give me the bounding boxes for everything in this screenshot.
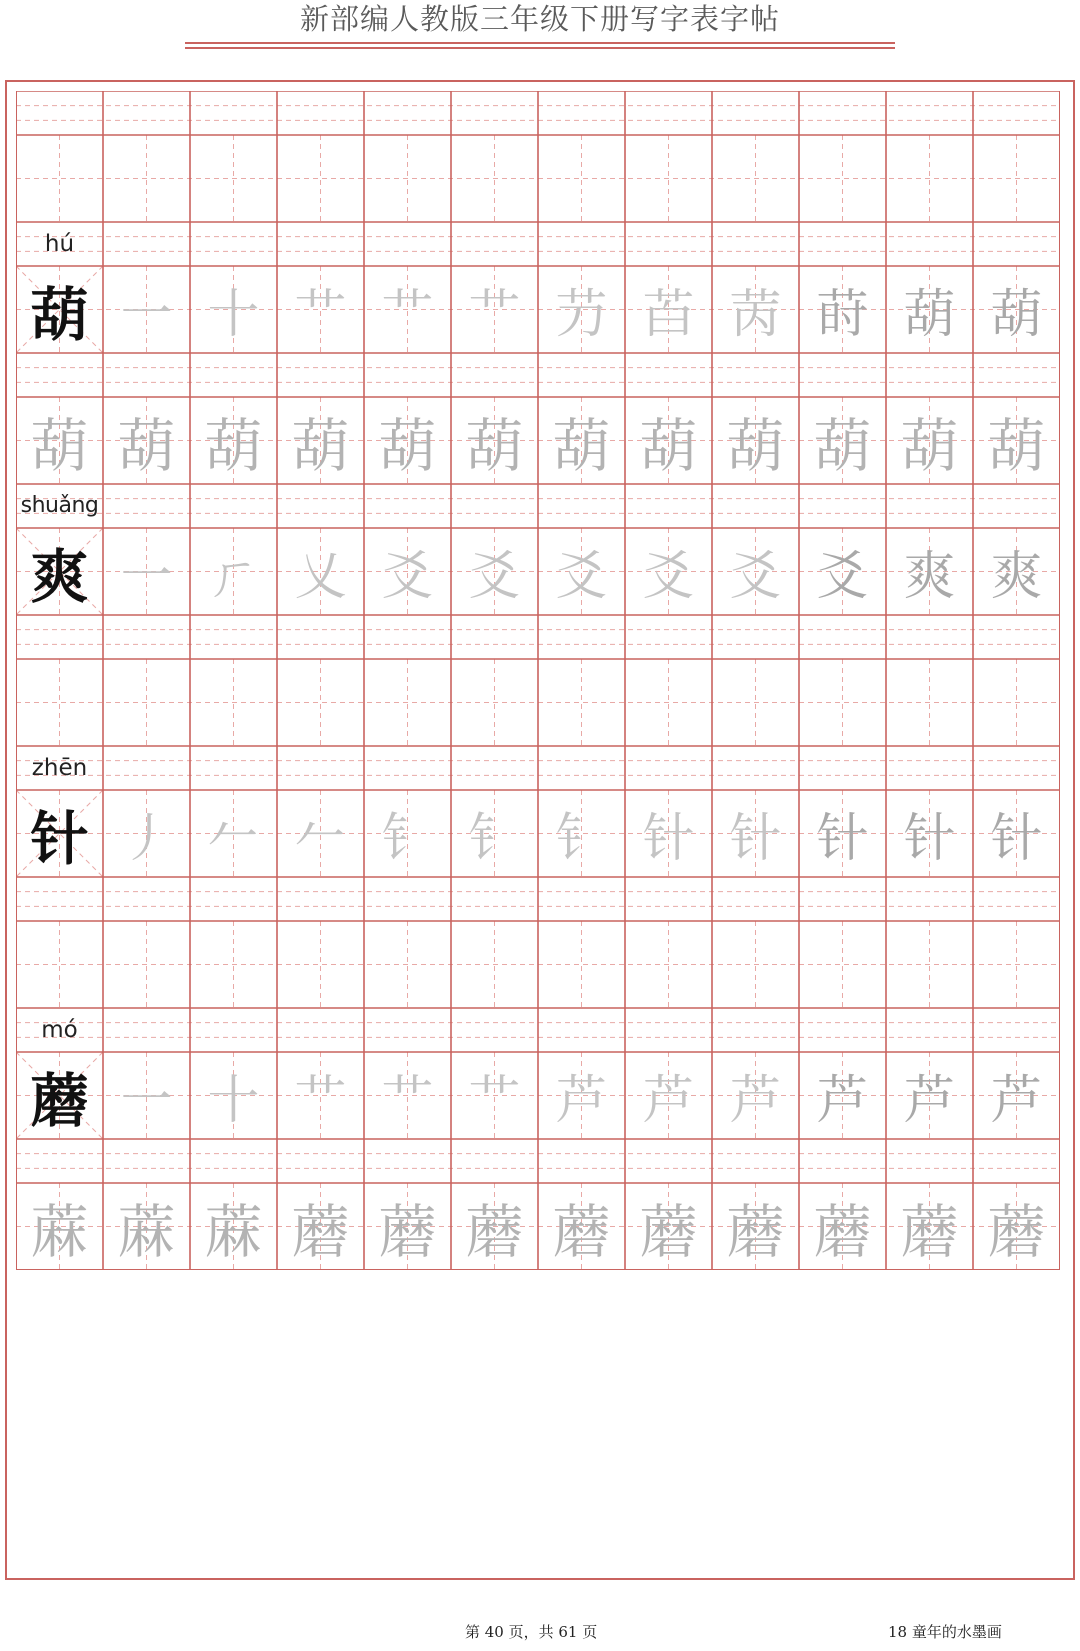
- trace-character: 葫: [552, 411, 611, 480]
- stroke-order-step: 爻: [816, 547, 869, 607]
- stroke-order-step: ㄏ: [207, 547, 260, 607]
- stroke-order-step: 乂: [294, 547, 347, 607]
- trace-character: 葫: [987, 411, 1046, 480]
- stroke-order-step: 爻: [555, 547, 608, 607]
- stroke-order-step: 艹: [468, 285, 521, 345]
- trace-character: 蘑: [900, 1197, 959, 1266]
- stroke-order-step: 爻: [642, 547, 695, 607]
- trace-character: 葫: [813, 411, 872, 480]
- stroke-order-step: 钅: [468, 809, 521, 869]
- trace-character: 葫: [204, 411, 263, 480]
- stroke-order-step: 𠂉: [207, 809, 260, 869]
- trace-character: 蘑: [378, 1197, 437, 1266]
- stroke-order-step: 艹: [294, 1071, 347, 1131]
- stroke-order-step: 艹: [381, 1071, 434, 1131]
- trace-character: 葫: [726, 411, 785, 480]
- stroke-order-step: 艹: [381, 285, 434, 345]
- trace-character: 蘑: [291, 1197, 350, 1266]
- model-character: 葫: [30, 280, 89, 349]
- trace-character: 蔴: [204, 1197, 263, 1266]
- trace-character: 葫: [117, 411, 176, 480]
- stroke-order-step: 十: [207, 285, 260, 345]
- stroke-order-step: 艹: [468, 1071, 521, 1131]
- trace-character: 蔴: [117, 1197, 176, 1266]
- stroke-order-step: 爽: [903, 547, 956, 607]
- stroke-order-step: 艹: [294, 285, 347, 345]
- stroke-order-step: 芦: [729, 1071, 782, 1131]
- stroke-order-step: 钅: [555, 809, 608, 869]
- stroke-order-step: 苩: [642, 285, 695, 345]
- stroke-order-step: 芀: [555, 285, 608, 345]
- title-underline-2: [185, 47, 895, 49]
- trace-character: 蔴: [30, 1197, 89, 1266]
- stroke-order-step: 针: [816, 809, 869, 869]
- stroke-order-step: 葫: [903, 285, 956, 345]
- stroke-order-step: 芦: [642, 1071, 695, 1131]
- model-character: 爽: [30, 542, 89, 611]
- trace-character: 蘑: [552, 1197, 611, 1266]
- trace-character: 蘑: [639, 1197, 698, 1266]
- page-number: 第 40 页，共 61 页: [465, 1623, 598, 1641]
- trace-character: 蘑: [987, 1197, 1046, 1266]
- model-character: 针: [30, 804, 89, 873]
- trace-character: 葫: [900, 411, 959, 480]
- stroke-order-step: 芦: [555, 1071, 608, 1131]
- stroke-order-step: 苪: [729, 285, 782, 345]
- pinyin-label: hú: [44, 231, 75, 257]
- stroke-order-step: 一: [120, 285, 173, 345]
- trace-character: 葫: [639, 411, 698, 480]
- stroke-order-step: 针: [729, 809, 782, 869]
- stroke-order-step: 针: [903, 809, 956, 869]
- stroke-order-step: 莳: [816, 285, 869, 345]
- stroke-order-step: 芦: [816, 1071, 869, 1131]
- stroke-order-step: 𠂉: [294, 809, 347, 869]
- stroke-order-step: 针: [642, 809, 695, 869]
- stroke-order-step: 葫: [990, 285, 1043, 345]
- lesson-title: 18 童年的水墨画: [888, 1623, 1002, 1641]
- stroke-order-step: 一: [120, 547, 173, 607]
- stroke-order-step: 十: [207, 1071, 260, 1131]
- model-character: 蘑: [30, 1066, 89, 1135]
- trace-character: 葫: [30, 411, 89, 480]
- trace-character: 蘑: [726, 1197, 785, 1266]
- stroke-order-step: 爻: [381, 547, 434, 607]
- pinyin-label: shuǎng: [20, 493, 99, 518]
- title-underline: [185, 42, 895, 44]
- pinyin-label: zhēn: [31, 755, 88, 781]
- stroke-order-step: 爽: [990, 547, 1043, 607]
- stroke-order-step: 针: [990, 809, 1043, 869]
- writing-grid: [16, 91, 1060, 1569]
- trace-character: 葫: [465, 411, 524, 480]
- trace-character: 蘑: [465, 1197, 524, 1266]
- stroke-order-step: 丿: [120, 809, 173, 869]
- stroke-order-step: 芦: [990, 1071, 1043, 1131]
- page-title: 新部编人教版三年级下册写字表字帖: [299, 2, 780, 36]
- trace-character: 蘑: [813, 1197, 872, 1266]
- pinyin-label: mó: [41, 1017, 78, 1043]
- trace-character: 葫: [378, 411, 437, 480]
- stroke-order-step: 爻: [468, 547, 521, 607]
- stroke-order-step: 钅: [381, 809, 434, 869]
- stroke-order-step: 一: [120, 1071, 173, 1131]
- trace-character: 葫: [291, 411, 350, 480]
- stroke-order-step: 芦: [903, 1071, 956, 1131]
- stroke-order-step: 爻: [729, 547, 782, 607]
